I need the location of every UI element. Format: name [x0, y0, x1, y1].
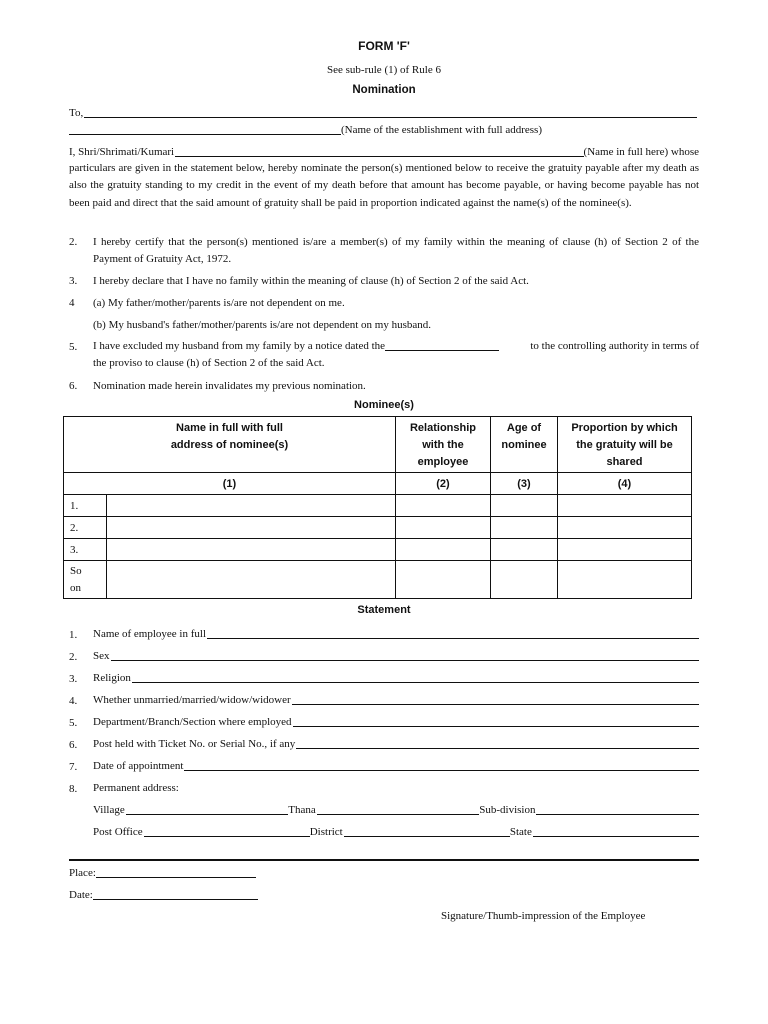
establishment-blank[interactable]	[69, 134, 341, 135]
statement-item-number: 1.	[69, 629, 78, 641]
place-label: Place:	[69, 867, 96, 879]
marital-status-blank[interactable]	[292, 704, 699, 705]
form-title: FORM 'F'	[358, 39, 410, 53]
row-serial: 1.	[64, 495, 107, 517]
section-divider	[69, 859, 699, 861]
statement-item-label: Post held with Ticket No. or Serial No., if any	[93, 738, 296, 750]
table-row	[64, 539, 692, 561]
address-line-2	[93, 825, 699, 839]
statement-item-number: 4.	[69, 695, 78, 707]
clause-3-number: 3.	[69, 275, 78, 287]
nomination-heading: Nomination	[352, 84, 416, 96]
clause-4b-text: (b) My husband's father/mother/parents is/are not dependent on my husband.	[93, 319, 432, 331]
clause-5-number: 5.	[69, 341, 78, 353]
table-row	[64, 561, 692, 599]
clause-2-text: I hereby certify that the person(s) mentioned is/are a member(s) of my family within the meaning of clause (h) of Section 2 of the Payment of Gratuity Act, 1972.	[93, 236, 699, 266]
column-number: (1)	[64, 473, 396, 495]
statement-item-number: 3.	[69, 673, 78, 685]
proportion-cell[interactable]	[558, 517, 692, 539]
declaration-body: particulars are given in the statement below, hereby nominate the person(s) mentioned below to receive the gratuity payable after my death as also the gratuity standing to my credit in the event of my death before that amount has become payable, or having become payable has not been paid and direct that the said amount of gratuity shall be paid in proportion indicated against the name(s) of the nominee(s).	[69, 162, 699, 209]
statement-item-religion	[93, 671, 699, 685]
establishment-label: (Name of the establishment with full address)	[341, 124, 543, 136]
relationship-cell[interactable]	[396, 539, 491, 561]
date-line	[69, 888, 258, 902]
place-blank[interactable]	[96, 877, 256, 878]
place-line	[69, 866, 256, 880]
statement-item-department	[93, 715, 699, 729]
post-blank[interactable]	[296, 748, 699, 749]
declaration-prefix: I, Shri/Shrimati/Kumari	[69, 146, 175, 158]
religion-blank[interactable]	[132, 682, 699, 683]
thana-label: Thana	[288, 804, 316, 816]
statement-item-name	[93, 627, 699, 641]
statement-item-label: Date of appointment	[93, 760, 184, 772]
proportion-cell[interactable]	[558, 539, 692, 561]
appointment-date-blank[interactable]	[184, 770, 699, 771]
clause-5-pre: I have excluded my husband from my family by a notice dated the	[93, 340, 386, 352]
clause-4-number: 4	[69, 297, 75, 309]
column-number-row	[64, 473, 692, 495]
statement-item-sex	[93, 649, 699, 663]
relationship-cell[interactable]	[396, 517, 491, 539]
statement-item-label: Name of employee in full	[93, 628, 207, 640]
statement-item-label: Sex	[93, 650, 110, 662]
age-cell[interactable]	[491, 561, 558, 599]
address-line-1	[93, 803, 699, 817]
clause-3-text: I hereby declare that I have no family within the meaning of clause (h) of Section 2 of the said Act.	[93, 275, 529, 287]
statement-item-label: Department/Branch/Section where employed	[93, 716, 292, 728]
age-cell[interactable]	[491, 517, 558, 539]
post-office-label: Post Office	[93, 826, 143, 838]
subdivision-blank[interactable]	[536, 814, 699, 815]
signature-label: Signature/Thumb-impression of the Employee	[441, 910, 646, 922]
date-blank[interactable]	[93, 899, 258, 900]
table-row	[64, 517, 692, 539]
nominees-header-row	[64, 417, 692, 473]
employee-name-blank[interactable]	[175, 156, 583, 157]
col-relationship-header: Relationship with the employee	[396, 417, 491, 473]
clause-5-line1	[93, 339, 699, 353]
to-label: To,	[69, 107, 84, 119]
village-blank[interactable]	[126, 814, 289, 815]
row-serial: 3.	[64, 539, 107, 561]
statement-item-label: Whether unmarried/married/widow/widower	[93, 694, 291, 706]
relationship-cell[interactable]	[396, 561, 491, 599]
relationship-cell[interactable]	[396, 495, 491, 517]
statement-item-number: 2.	[69, 651, 78, 663]
row-serial-so-on: So on	[64, 561, 107, 599]
statement-item-number: 7.	[69, 761, 78, 773]
nominees-table	[63, 416, 692, 599]
statement-item-appointment-date	[93, 759, 699, 773]
nominee-name-cell[interactable]	[107, 561, 396, 599]
col-age-header: Age of nominee	[491, 417, 558, 473]
row-serial: 2.	[64, 517, 107, 539]
statement-item-label: Religion	[93, 672, 131, 684]
department-blank[interactable]	[293, 726, 699, 727]
to-blank[interactable]	[84, 117, 697, 118]
column-number: (4)	[558, 473, 692, 495]
to-line	[69, 106, 697, 120]
state-blank[interactable]	[533, 836, 699, 837]
age-cell[interactable]	[491, 539, 558, 561]
district-label: District	[309, 826, 343, 838]
sex-blank[interactable]	[111, 660, 700, 661]
nominee-name-cell[interactable]	[107, 539, 396, 561]
statement-item-number: 8.	[69, 783, 78, 795]
clause-6-number: 6.	[69, 380, 78, 392]
statement-item-number: 6.	[69, 739, 78, 751]
thana-blank[interactable]	[317, 814, 480, 815]
nominee-name-cell[interactable]	[107, 495, 396, 517]
proportion-cell[interactable]	[558, 495, 692, 517]
proportion-cell[interactable]	[558, 561, 692, 599]
nominees-heading: Nominee(s)	[354, 399, 414, 411]
date-label: Date:	[69, 889, 93, 901]
village-label: Village	[93, 804, 125, 816]
statement-item-number: 5.	[69, 717, 78, 729]
state-label: State	[509, 826, 532, 838]
statement-heading: Statement	[357, 604, 411, 616]
permanent-address-label: Permanent address:	[93, 782, 179, 794]
column-number: (3)	[491, 473, 558, 495]
clause-4a-text: (a) My father/mother/parents is/are not dependent on me.	[93, 297, 345, 309]
nominee-name-cell[interactable]	[107, 517, 396, 539]
post-office-blank[interactable]	[144, 836, 310, 837]
district-blank[interactable]	[344, 836, 510, 837]
col-proportion-header: Proportion by which the gratuity will be shared	[558, 417, 692, 473]
form-subtitle: See sub-rule (1) of Rule 6	[327, 64, 441, 76]
name-hint: (Name in full here) whose	[583, 146, 699, 158]
statement-item-marital-status	[93, 693, 699, 707]
column-number: (2)	[396, 473, 491, 495]
clause-5-post: to the controlling authority in terms of	[530, 340, 699, 352]
statement-item-post	[93, 737, 699, 751]
employee-full-name-blank[interactable]	[207, 638, 699, 639]
clause-5-line2: the proviso to clause (h) of Section 2 of the said Act.	[93, 357, 325, 369]
establishment-line	[69, 123, 542, 137]
clause-6-text: Nomination made herein invalidates my previous nomination.	[93, 380, 366, 392]
col-name-header: Name in full with full address of nominee(s)	[64, 417, 396, 473]
notice-date-blank[interactable]	[385, 350, 499, 351]
age-cell[interactable]	[491, 495, 558, 517]
declaration-first-line	[69, 145, 699, 159]
table-row	[64, 495, 692, 517]
subdivision-label: Sub-division	[479, 804, 536, 816]
clause-2-number: 2.	[69, 236, 78, 248]
